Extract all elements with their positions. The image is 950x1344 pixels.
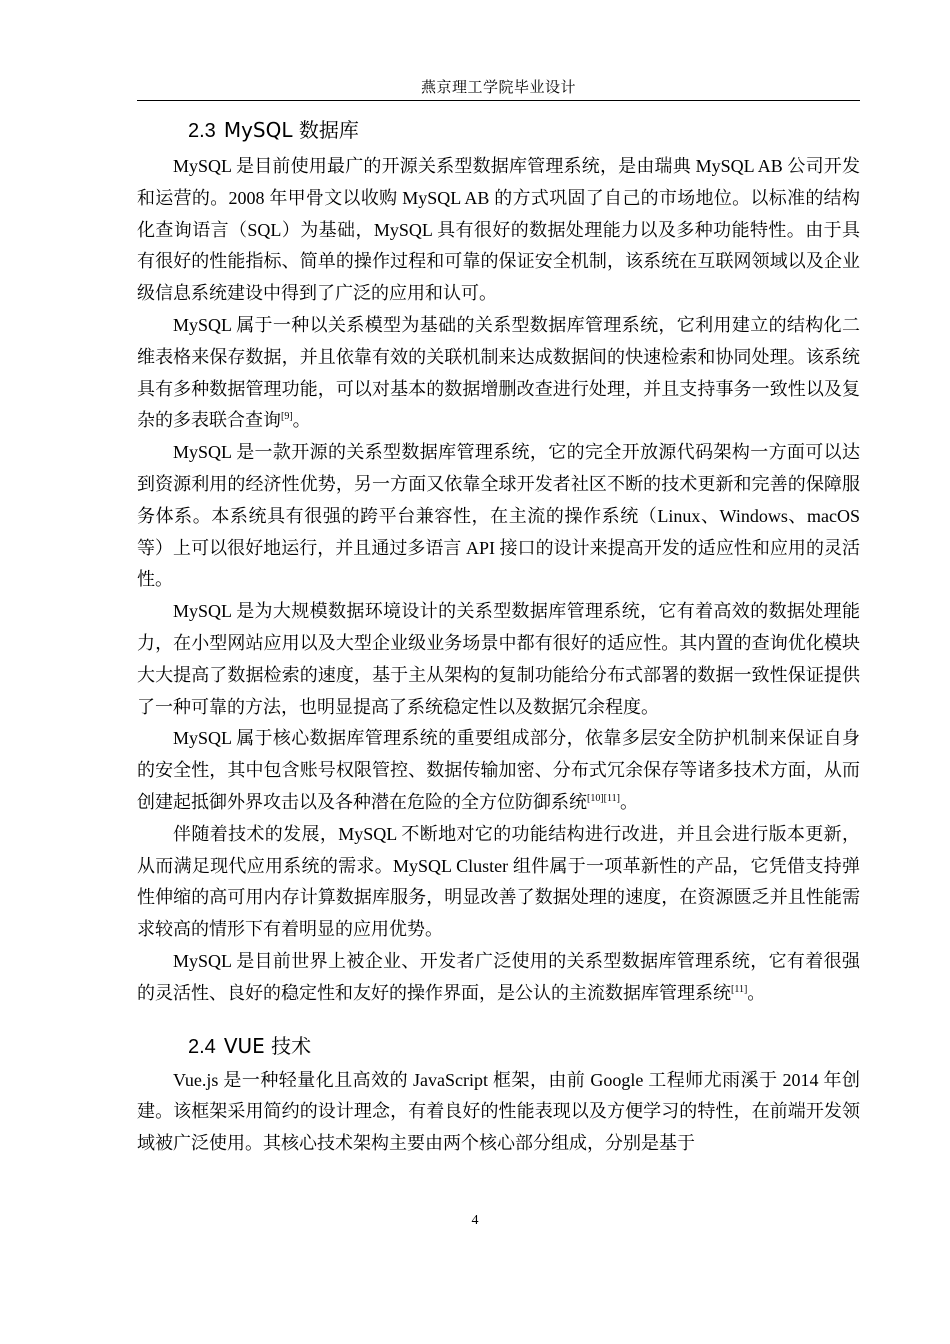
- citation-ref: [9]: [281, 411, 293, 423]
- paragraph-tail: 。: [619, 791, 638, 812]
- paragraph-text: MySQL 属于核心数据库管理系统的重要组成部分，依靠多层安全防护机制来保证自身的安全性，其中包含账号权限管控、数据传输加密、分布式冗余保存等诸多技术方面，从而创建起抵御外界攻击以及各种潜在危险的全方位防御系统: [137, 728, 860, 812]
- paragraph-tail: 。: [292, 410, 311, 431]
- section-title: MySQL 数据库: [223, 118, 359, 142]
- paragraph-text: MySQL 是目前使用最广的开源关系型数据库管理系统，是由瑞典 MySQL AB 公司开发和运营的。2008 年甲骨文以收购 MySQL AB 的方式巩固了自己的市场地位。以标准的结构化查询语言（SQL）为基础，MySQL 具有很好的数据处理能力以及多种功能特性。由于具有很好的性能指标、简单的操作过程和可靠的保证安全机制，该系统在互联网领域以及企业级信息系统建设中得到了广泛的应用和认可。: [137, 156, 860, 304]
- citation-ref: [10][11]: [587, 792, 620, 804]
- paragraph-text: MySQL 是为大规模数据环境设计的关系型数据库管理系统，它有着高效的数据处理能力，在小型网站应用以及大型企业级业务场景中都有很好的适应性。其内置的查询优化模块大大提高了数据检索的速度，基于主从架构的复制功能给分布式部署的数据一致性保证提供了一种可靠的方法，也明显提高了系统稳定性以及数据冗余程度。: [137, 601, 860, 717]
- paragraph-text: 伴随着技术的发展，MySQL 不断地对它的功能结构进行改进，并且会进行版本更新，从而满足现代应用系统的需求。MySQL Cluster 组件属于一项革新性的产品，它凭借支持弹性伸缩的高可用内存计算数据库服务，明显改善了数据处理的速度，在资源匮乏并且性能需求较高的情形下有着明显的应用优势。: [137, 823, 860, 940]
- section-number: 2.3: [188, 120, 216, 142]
- paragraph: [137, 596, 860, 723]
- section-number: 2.4: [188, 1035, 216, 1058]
- paragraph: [137, 151, 860, 310]
- paragraph-tail: 。: [747, 982, 766, 1003]
- header-divider: [137, 100, 860, 101]
- paragraph: [137, 1065, 860, 1160]
- paragraph: [137, 946, 860, 1010]
- page-header: 燕京理工学院毕业设计: [420, 80, 576, 96]
- section-heading-2-3: [137, 112, 860, 149]
- page-number: 4: [471, 1213, 479, 1228]
- paragraph: [137, 819, 860, 946]
- paragraph: [137, 437, 860, 596]
- section-heading-2-4: [137, 1028, 860, 1065]
- paragraph: [137, 310, 860, 437]
- paragraph-text: MySQL 是目前世界上被企业、开发者广泛使用的关系型数据库管理系统，它有着很强的灵活性、良好的稳定性和友好的操作界面，是公认的主流数据库管理系统: [137, 950, 860, 1003]
- citation-ref: [11]: [731, 983, 748, 995]
- paragraph: [137, 723, 860, 818]
- paragraph-text: Vue.js 是一种轻量化且高效的 JavaScript 框架，由前 Google 工程师尤雨溪于 2014 年创建。该框架采用简约的设计理念，有着良好的性能表现以及方便学习的特性，在前端开发领域被广泛使用。其核心技术架构主要由两个核心部分组成，分别是基于: [137, 1069, 860, 1154]
- paragraph-text: MySQL 是一款开源的关系型数据库管理系统，它的完全开放源代码架构一方面可以达到资源利用的经济性优势，另一方面又依靠全球开发者社区不断的技术更新和完善的保障服务体系。本系统具有很强的跨平台兼容性，在主流的操作系统（Linux、Windows、macOS 等）上可以很好地运行，并且通过多语言 API 接口的设计来提高开发的适应性和应用的灵活性。: [137, 442, 860, 590]
- section-title: VUE 技术: [223, 1033, 312, 1058]
- page-body: [137, 112, 860, 1160]
- paragraph-text: MySQL 属于一种以关系模型为基础的关系型数据库管理系统，它利用建立的结构化二维表格来保存数据，并且依靠有效的关联机制来达成数据间的快速检索和协同处理。该系统具有多种数据管理功能，可以对基本的数据增删改查进行处理，并且支持事务一致性以及复杂的多表联合查询: [137, 314, 860, 431]
